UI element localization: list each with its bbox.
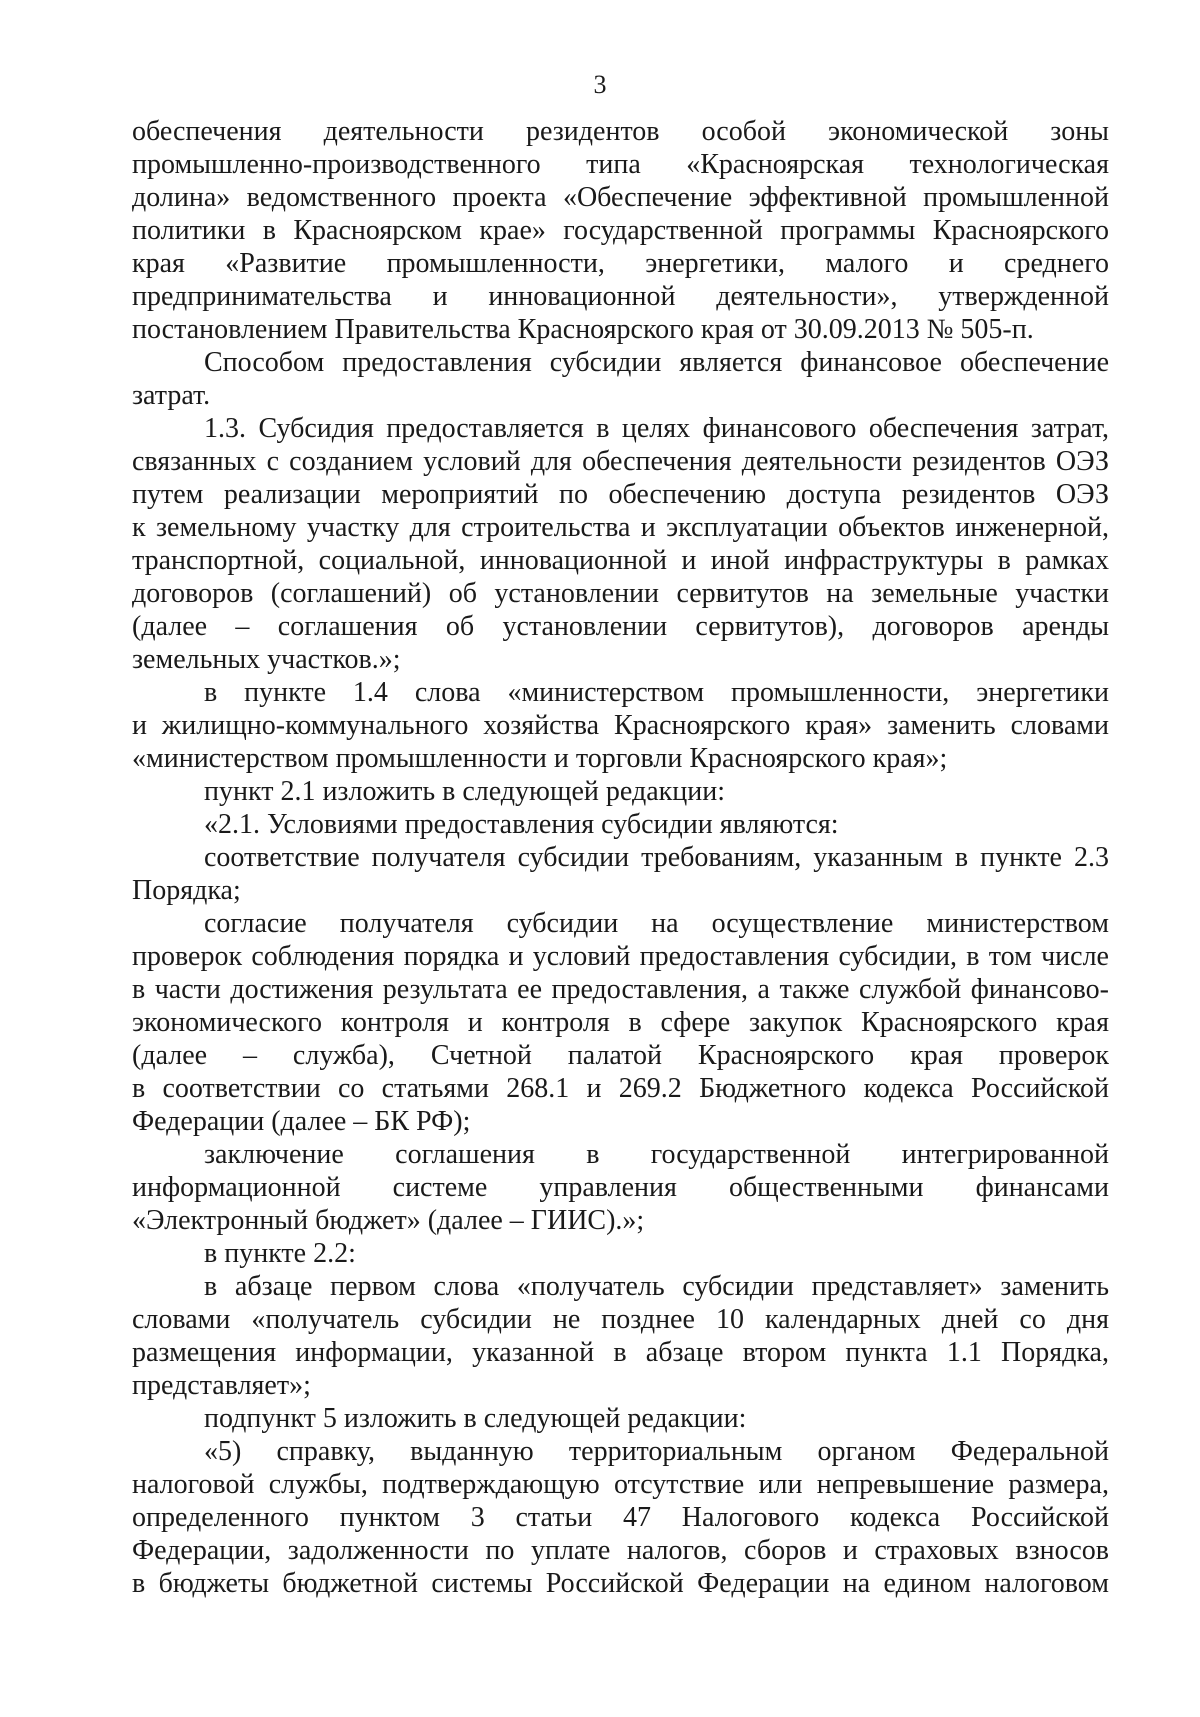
text-line: (далее – соглашения об установлении сервитутов), договоров аренды <box>132 611 1109 642</box>
text-line: подпункт 5 изложить в следующей редакции: <box>204 1403 747 1434</box>
text-line: и жилищно-коммунального хозяйства Красноярского края» заменить словами <box>132 710 1109 741</box>
text-line: в соответствии со статьями 268.1 и 269.2 Бюджетного кодекса Российской <box>132 1073 1109 1104</box>
document-body <box>132 115 1109 1600</box>
text-line: земельных участков.»; <box>132 644 401 675</box>
text-line: края «Развитие промышленности, энергетики, малого и среднего <box>132 248 1109 279</box>
text-line: «министерством промышленности и торговли Красноярского края»; <box>132 743 948 774</box>
text-line: Федерации, задолженности по уплате налогов, сборов и страховых взносов <box>132 1535 1109 1566</box>
text-line: затрат. <box>132 380 211 411</box>
text-line: пункт 2.1 изложить в следующей редакции: <box>204 776 725 807</box>
text-line: налоговой службы, подтверждающую отсутствие или непревышение размера, <box>132 1469 1109 1500</box>
text-line: соответствие получателя субсидии требованиям, указанным в пункте 2.3 <box>204 842 1109 873</box>
text-line: в пункте 1.4 слова «министерством промышленности, энергетики <box>204 677 1109 708</box>
text-line: заключение соглашения в государственной интегрированной <box>204 1139 1109 1170</box>
text-line: согласие получателя субсидии на осуществление министерством <box>204 908 1109 939</box>
text-line: проверок соблюдения порядка и условий предоставления субсидии, в том числе <box>132 941 1109 972</box>
text-line: «5) справку, выданную территориальным органом Федеральной <box>204 1436 1109 1467</box>
text-line: «Электронный бюджет» (далее – ГИИС).»; <box>132 1205 645 1236</box>
text-line: Способом предоставления субсидии является финансовое обеспечение <box>204 347 1109 378</box>
text-line: к земельному участку для строительства и эксплуатации объектов инженерной, <box>132 512 1109 543</box>
text-line: в абзаце первом слова «получатель субсидии представляет» заменить <box>204 1271 1109 1302</box>
text-line: (далее – служба), Счетной палатой Красноярского края проверок <box>132 1040 1109 1071</box>
text-line: предпринимательства и инновационной деятельности», утвержденной <box>132 281 1109 312</box>
text-line: долина» ведомственного проекта «Обеспечение эффективной промышленной <box>132 182 1109 213</box>
text-line: в части достижения результата ее предоставления, а также службой финансово- <box>132 974 1109 1005</box>
text-line: политики в Красноярском крае» государственной программы Красноярского <box>132 215 1109 246</box>
text-line: обеспечения деятельности резидентов особой экономической зоны <box>132 116 1109 147</box>
text-line: Порядка; <box>132 875 241 906</box>
text-line: постановлением Правительства Красноярского края от 30.09.2013 № 505-п. <box>132 314 1034 345</box>
text-line: размещения информации, указанной в абзаце втором пункта 1.1 Порядка, <box>132 1337 1109 1368</box>
text-line: «2.1. Условиями предоставления субсидии являются: <box>204 809 839 840</box>
text-line: 1.3. Субсидия предоставляется в целях финансового обеспечения затрат, <box>204 413 1109 444</box>
text-line: в бюджеты бюджетной системы Российской Федерации на едином налоговом <box>132 1568 1109 1599</box>
text-line: договоров (соглашений) об установлении сервитутов на земельные участки <box>132 578 1109 609</box>
text-line: определенного пунктом 3 статьи 47 Налогового кодекса Российской <box>132 1502 1109 1533</box>
text-line: промышленно-производственного типа «Красноярская технологическая <box>132 149 1109 180</box>
text-line: представляет»; <box>132 1370 311 1401</box>
text-line: связанных с созданием условий для обеспечения деятельности резидентов ОЭЗ <box>132 446 1109 477</box>
text-line: транспортной, социальной, инновационной и иной инфраструктуры в рамках <box>132 545 1109 576</box>
text-line: словами «получатель субсидии не позднее 10 календарных дней со дня <box>132 1304 1109 1335</box>
text-line: экономического контроля и контроля в сфере закупок Красноярского края <box>132 1007 1109 1038</box>
text-line: в пункте 2.2: <box>204 1238 356 1269</box>
page-number: 3 <box>593 70 607 99</box>
text-line: Федерации (далее – БК РФ); <box>132 1106 471 1137</box>
text-line: информационной системе управления общественными финансами <box>132 1172 1109 1203</box>
text-line: путем реализации мероприятий по обеспечению доступа резидентов ОЭЗ <box>132 479 1109 510</box>
